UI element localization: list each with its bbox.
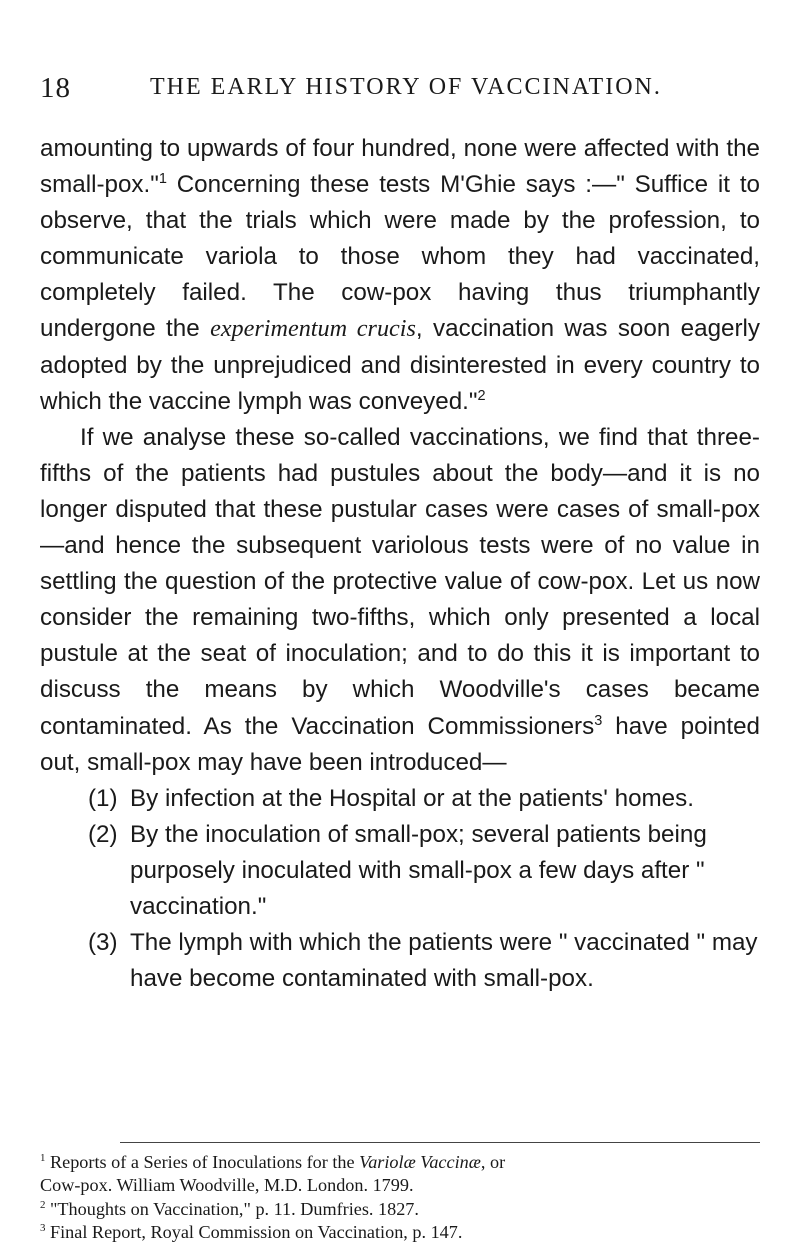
list-text: The lymph with which the patients were " vaccinated " may have become contaminated with small-pox. [130,929,758,993]
running-head: THE EARLY HISTORY OF VACCINATION. [150,74,662,100]
footnote-2: $^2$ "Thoughts on Vaccination," p. 11. Dumfries. 1827. [40,1198,419,1219]
body-text [40,131,760,997]
footnote-divider [120,1142,760,1143]
latin-phrase: experimentum crucis [210,315,416,343]
list-text: By the inoculation of small-pox; several patients being purposely inoculated with small-pox a few days after " vaccination." [130,820,707,920]
footnote-1: $^1$ Reports of a Series of Inoculations for the Variolæ Vaccinæ, or [40,1151,506,1172]
footnotes [40,1151,760,1245]
page-header [40,72,760,108]
list-item [40,817,760,925]
paragraph-1: amounting to upwards of four hundred, none were affected with the small-pox."$^1$ Concerning these tests M'Ghie says :—" Suffice it to observe, that the trials which were made by the profession, to communicate variola to those whom they had vaccinated, completely failed. The cow-pox having thus triumphantly undergone the experimentum crucis, vaccination was soon eagerly adopted by the unprejudiced and disinterested in every country to which the vaccine lymph was conveyed."$^2$ [40,135,761,415]
paragraph-2: If we analyse these so-called vaccinations, we find that three-fifths of the patients had pustules about the body—and it is no longer disputed that these pustular cases were cases of small-pox—and hence the subsequent variolous tests were of no value in settling the question of the protective value of cow-pox. Let us now consider the remaining two-fifths, which only presented a local pustule at the seat of inoculation; and to do this it is important to discuss the means by which Woodville's cases became contaminated. As the Vaccination Commissioners$^3$ have pointed out, small-pox may have been introduced— [40,423,760,776]
footnote-ref-3: 3 [594,712,603,729]
footnote-ref-2: 2 [477,387,486,404]
page-number: 18 [40,72,71,104]
footnote-1-continuation: Cow-pox. William Woodville, M.D. London. 1799. [40,1175,414,1196]
list-item [40,781,760,817]
list-marker: (2) [88,820,118,848]
list-marker: (1) [88,784,118,812]
list-item [40,925,760,997]
list-text: By infection at the Hospital or at the patients' homes. [130,784,694,812]
list-marker: (3) [88,929,118,957]
footnote-ref-1: 1 [158,171,167,188]
footnote-3: $^3$ Final Report, Royal Commission on Vaccination, p. 147. [40,1222,463,1243]
